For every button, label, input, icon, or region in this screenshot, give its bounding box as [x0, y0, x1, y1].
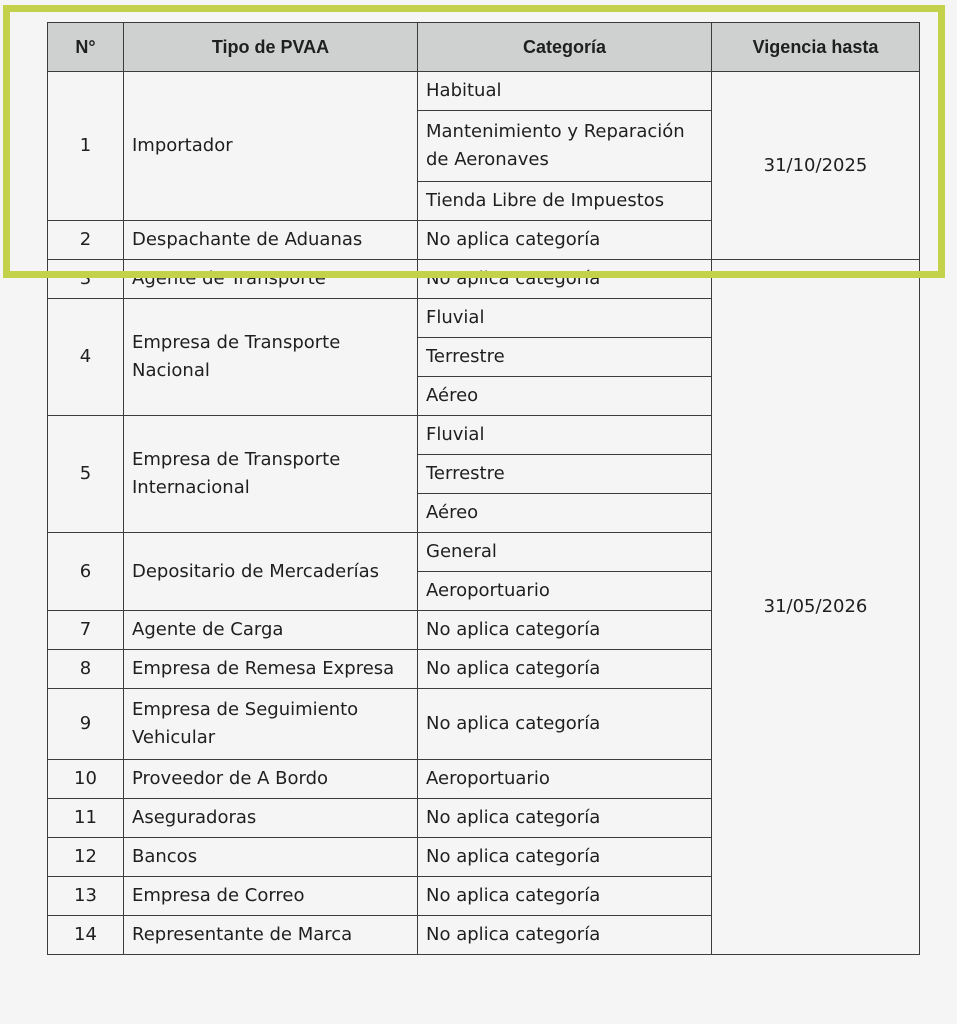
categoria-cell: No aplica categoría [418, 611, 712, 650]
tipo-cell: Despachante de Aduanas [124, 221, 418, 260]
categoria-cell: No aplica categoría [418, 650, 712, 689]
categoria-cell: Aéreo [418, 494, 712, 533]
table-body [48, 72, 920, 955]
row-number: 7 [48, 611, 124, 650]
categoria-cell: No aplica categoría [418, 221, 712, 260]
categoria-cell: Aeroportuario [418, 572, 712, 611]
pvaa-table [47, 22, 920, 955]
table-row [48, 72, 920, 111]
vigencia-cell: 31/10/2025 [712, 72, 920, 260]
tipo-cell: Empresa de Seguimiento Vehicular [124, 689, 418, 760]
categoria-cell: Habitual [418, 72, 712, 111]
categoria-cell: Terrestre [418, 455, 712, 494]
table-row [48, 260, 920, 299]
row-number: 6 [48, 533, 124, 611]
row-number: 14 [48, 916, 124, 955]
row-number: 11 [48, 799, 124, 838]
categoria-cell: General [418, 533, 712, 572]
row-number: 3 [48, 260, 124, 299]
row-number: 9 [48, 689, 124, 760]
tipo-cell: Bancos [124, 838, 418, 877]
tipo-cell: Agente de Transporte [124, 260, 418, 299]
categoria-cell: Mantenimiento y Reparación de Aeronaves [418, 111, 712, 182]
row-number: 10 [48, 760, 124, 799]
header-number: N° [48, 23, 124, 72]
row-number: 4 [48, 299, 124, 416]
categoria-cell: No aplica categoría [418, 838, 712, 877]
row-number: 5 [48, 416, 124, 533]
tipo-cell: Proveedor de A Bordo [124, 760, 418, 799]
categoria-cell: Tienda Libre de Impuestos [418, 182, 712, 221]
tipo-cell: Depositario de Mercaderías [124, 533, 418, 611]
categoria-cell: No aplica categoría [418, 689, 712, 760]
tipo-cell: Empresa de Transporte Nacional [124, 299, 418, 416]
row-number: 8 [48, 650, 124, 689]
tipo-cell: Representante de Marca [124, 916, 418, 955]
categoria-cell: Fluvial [418, 299, 712, 338]
header-categoria: Categoría [418, 23, 712, 72]
header-tipo: Tipo de PVAA [124, 23, 418, 72]
header-row [48, 23, 920, 72]
categoria-cell: No aplica categoría [418, 799, 712, 838]
tipo-cell: Empresa de Correo [124, 877, 418, 916]
tipo-cell: Agente de Carga [124, 611, 418, 650]
header-vigencia: Vigencia hasta [712, 23, 920, 72]
categoria-cell: No aplica categoría [418, 916, 712, 955]
tipo-cell: Aseguradoras [124, 799, 418, 838]
row-number: 13 [48, 877, 124, 916]
tipo-cell: Empresa de Remesa Expresa [124, 650, 418, 689]
tipo-cell: Empresa de Transporte Internacional [124, 416, 418, 533]
categoria-cell: No aplica categoría [418, 260, 712, 299]
tipo-cell: Importador [124, 72, 418, 221]
categoria-cell: Fluvial [418, 416, 712, 455]
categoria-cell: Terrestre [418, 338, 712, 377]
row-number: 12 [48, 838, 124, 877]
vigencia-cell: 31/05/2026 [712, 260, 920, 955]
row-number: 2 [48, 221, 124, 260]
row-number: 1 [48, 72, 124, 221]
categoria-cell: Aeroportuario [418, 760, 712, 799]
categoria-cell: No aplica categoría [418, 877, 712, 916]
categoria-cell: Aéreo [418, 377, 712, 416]
